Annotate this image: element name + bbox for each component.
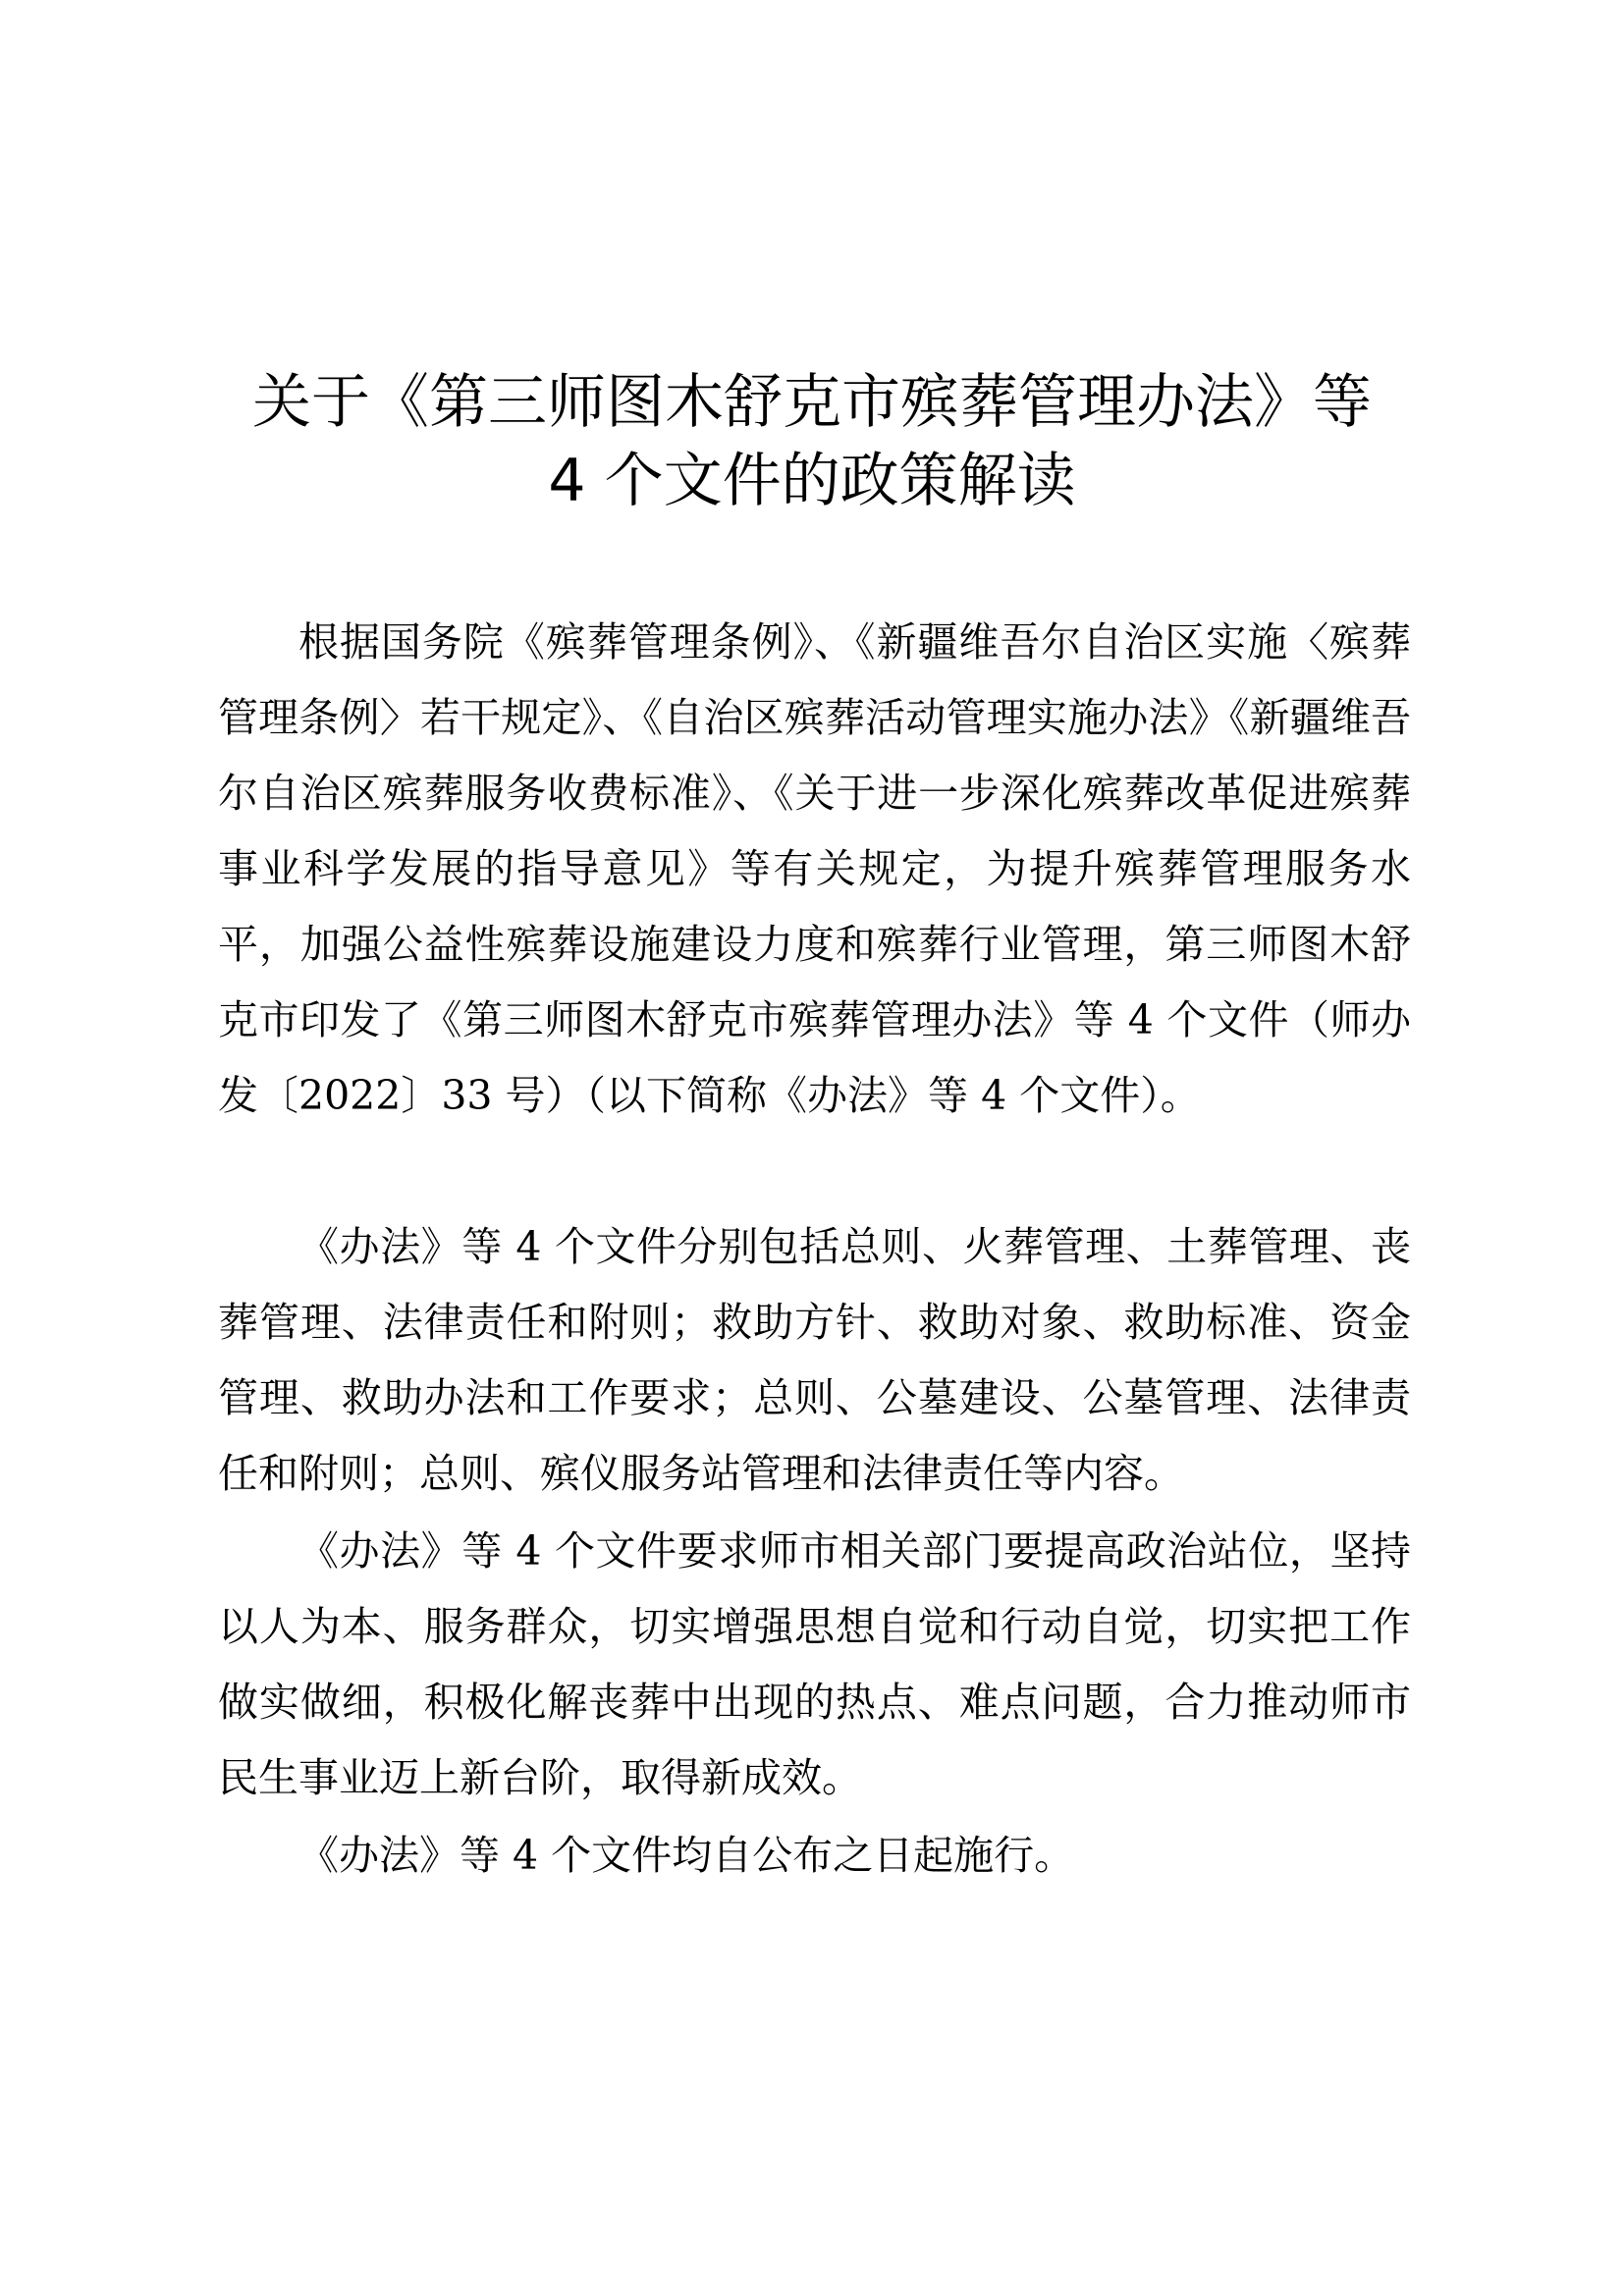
document-title-line-1: 关于《第三师图木舒克市殡葬管理办法》等	[252, 368, 1372, 437]
paragraph-contents: 《办法》等 4 个文件分别包括总则、火葬管理、土葬管理、丧葬管理、法律责任和附则；救助方针、救助对象、救助标准、资金管理、救助办法和工作要求；总则、公墓建设、公墓管理、法律责任和附则；总则、殡仪服务站管理和法律责任等内容。	[218, 1223, 1411, 1497]
paragraph-effective-date: 《办法》等 4 个文件均自公布之日起施行。	[298, 1832, 1075, 1879]
paragraph-legal-basis: 根据国务院《殡葬管理条例》、《新疆维吾尔自治区实施〈殡葬管理条例〉若干规定》、《自治区殡葬活动管理实施办法》《新疆维吾尔自治区殡葬服务收费标准》、《关于进一步深化殡葬改革促进殡葬事业科学发展的指导意见》等有关规定，为提升殡葬管理服务水平，加强公益性殡葬设施建设力度和殡葬行业管理，第三师图木舒克市印发了《第三师图木舒克市殡葬管理办法》等 4 个文件（师办发〔2022〕33 号）（以下简称《办法》等 4 个文件）。	[218, 618, 1411, 1119]
paragraph-requirements: 《办法》等 4 个文件要求师市相关部门要提高政治站位，坚持以人为本、服务群众，切实增强思想自觉和行动自觉，切实把工作做实做细，积极化解丧葬中出现的热点、难点问题，合力推动师市民生事业迈上新台阶，取得新成效。	[218, 1527, 1411, 1801]
document-title-line-2: 4 个文件的政策解读	[548, 447, 1076, 515]
